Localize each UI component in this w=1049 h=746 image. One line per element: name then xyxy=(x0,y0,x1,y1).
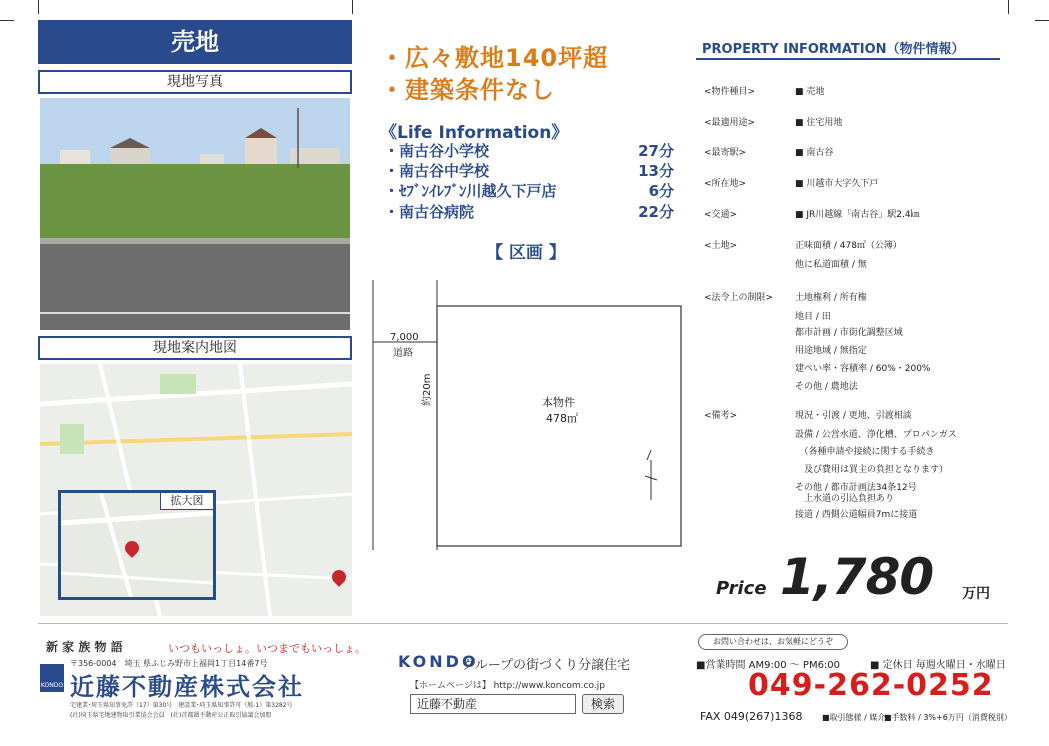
info-key: <最寄駅> xyxy=(704,148,747,158)
homepage-link[interactable]: 【ホームページは】 http://www.koncom.co.jp xyxy=(410,681,605,691)
group-text: グループの街づくり分譲住宅 xyxy=(462,658,630,673)
info-key: <備考> xyxy=(704,411,738,421)
info-value: ■ 売地 xyxy=(795,87,825,97)
info-value: 正味面積 / 478㎡（公簿） xyxy=(795,241,902,251)
map-section-label: 現地案内地図 xyxy=(38,336,352,360)
license-line-2: (社)埼玉県宅地建物取引業協会会員 (社)首都圏不動産公正取引協議会加盟 xyxy=(70,712,272,719)
info-value: 建ぺい率・容積率 / 60%・200% xyxy=(795,364,931,374)
road-width: 7,000 xyxy=(390,332,419,343)
price-unit: 万円 xyxy=(962,586,990,602)
headline-2: ・建築条件なし xyxy=(380,76,555,104)
info-value: 都市計画 / 市街化調整区域 xyxy=(795,328,903,338)
company-address: 〒356-0004 埼玉 県ふじみ野市上福岡1丁目14番7号 xyxy=(70,659,268,668)
life-item xyxy=(384,180,674,202)
info-value: ■ 住宅用地 xyxy=(795,118,843,128)
lot-area: 478㎡ xyxy=(546,412,578,425)
price-label: Price xyxy=(716,578,767,599)
inset-label: 拡大図 xyxy=(160,492,214,510)
fax-number: FAX 049(267)1368 xyxy=(700,710,803,723)
info-heading: PROPERTY INFORMATION（物件情報） xyxy=(702,42,965,57)
phone-number[interactable]: 049-262-0252 xyxy=(748,668,994,703)
photo-section-label: 現地写真 xyxy=(38,70,352,94)
search-input[interactable]: 近藤不動産 xyxy=(410,694,576,714)
price-value: 1,780 xyxy=(780,548,934,606)
info-key: <最適用途> xyxy=(704,118,756,128)
life-item xyxy=(384,140,674,162)
info-value: （各種申請や接続に関する手続き xyxy=(795,447,935,457)
search-button[interactable]: 検索 xyxy=(582,694,624,714)
plan-title: 【 区画 】 xyxy=(486,243,566,263)
info-key: <交通> xyxy=(704,210,738,220)
business-hours: ■営業時間 AM9:00 ～ PM6:00 xyxy=(696,660,841,671)
info-value: 及び費用は買主の負担となります） xyxy=(795,465,949,475)
site-photo xyxy=(40,98,350,330)
group-logo: KONDO xyxy=(398,652,479,671)
info-key: <法令上の制限> xyxy=(704,293,774,303)
life-item-name: ・ｾﾌﾞﾝｲﾚﾌﾞﾝ川越久下戸店 xyxy=(384,182,557,200)
footer-divider xyxy=(38,623,1008,624)
lot-name: 本物件 xyxy=(542,396,575,409)
info-value: 用途地域 / 無指定 xyxy=(795,346,867,356)
life-item-time: 22分 xyxy=(638,203,674,221)
life-item-name: ・南古谷小学校 xyxy=(384,142,490,160)
lot-plan-drawing xyxy=(365,280,685,550)
life-item-time: 6分 xyxy=(648,182,674,200)
info-value: 設備 / 公営水道、浄化槽、プロパンガス xyxy=(795,430,957,440)
holidays: ■ 定休日 毎週火曜日・水曜日 xyxy=(870,660,1006,671)
life-item-time: 27分 xyxy=(638,142,674,160)
license-line-1: 宅建業･埼玉県知事免許（17）第30号 建設業･埼玉県知事許可（般-1）第3282号 xyxy=(70,702,293,709)
life-info-title: 《Life Information》 xyxy=(380,123,569,143)
info-value: 現況・引渡 / 更地、引渡相談 xyxy=(795,411,912,421)
slogan: いつもいっしょ。いつまでもいっしょ。 xyxy=(168,642,366,655)
company-logo-icon: KONDO xyxy=(40,664,64,692)
info-value: その他 / 都市計画法34条12号 xyxy=(795,483,917,493)
brand-tagline: 新 家 族 物 語 xyxy=(46,640,123,654)
info-divider xyxy=(696,58,1000,60)
info-key: <所在地> xyxy=(704,179,747,189)
info-value: その他 / 農地法 xyxy=(795,382,858,392)
life-item xyxy=(384,160,674,182)
life-item-name: ・南古谷病院 xyxy=(384,203,475,221)
life-item xyxy=(384,201,674,223)
company-name: 近藤不動産株式会社 xyxy=(70,673,304,701)
info-key: <土地> xyxy=(704,241,738,251)
info-value: 地目 / 田 xyxy=(795,312,831,322)
info-value: 土地権利 / 所有権 xyxy=(795,293,867,303)
road-label: 道路 xyxy=(393,348,413,359)
info-value: ■ JR川越線「南古谷」駅2.4㎞ xyxy=(795,210,920,220)
info-value: 他に私道面積 / 無 xyxy=(795,260,867,270)
info-value: 接道 / 西側公道幅員7mに接道 xyxy=(795,510,918,520)
lot-side-length: 約20m xyxy=(422,373,433,406)
lot-plan xyxy=(365,280,685,550)
info-value: 上水道の引込負担あり xyxy=(795,494,895,504)
info-value: ■ 南古谷 xyxy=(795,148,834,158)
broker-fee: ■手数料 / 3%+6万円（消費税別） xyxy=(884,713,1012,722)
info-value: ■ 川越市大字久下戸 xyxy=(795,179,879,189)
headline-1: ・広々敷地140坪超 xyxy=(380,44,609,72)
site-photo-illustration xyxy=(40,98,350,330)
page-title: 売地 xyxy=(38,20,352,64)
transaction-type: ■取引態様 / 媒介 xyxy=(822,713,886,722)
contact-note: お問い合わせは、お気軽にどうぞ xyxy=(698,634,848,650)
info-key: <物件種目> xyxy=(704,87,756,97)
life-item-time: 13分 xyxy=(638,162,674,180)
life-item-name: ・南古谷中学校 xyxy=(384,162,490,180)
